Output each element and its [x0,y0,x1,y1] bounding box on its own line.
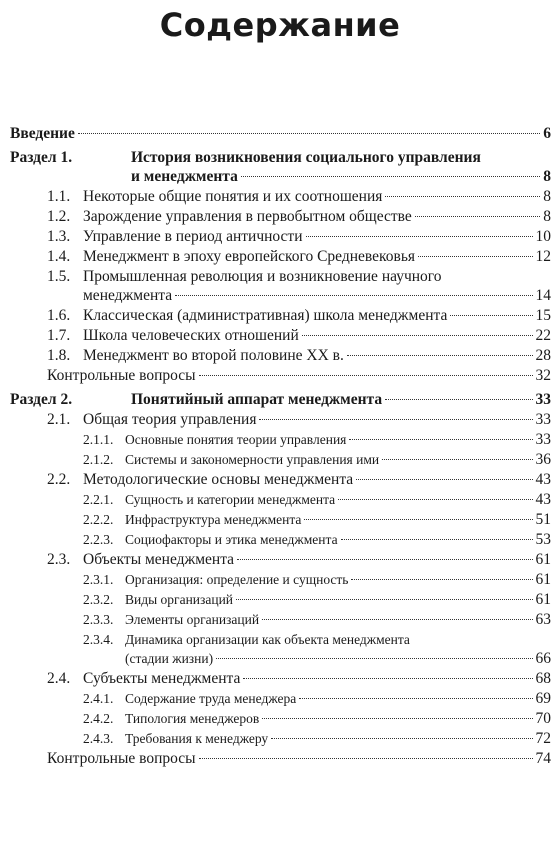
toc-entry-title: Зарождение управления в первобытном обществе [83,208,412,225]
toc-entry-line [131,167,551,186]
toc-entry-title: Сущность и категории менеджмента [125,492,336,507]
toc-entry-page: 8 [543,188,551,205]
toc-entry-page: 15 [535,307,551,324]
toc-entry-title-continued: менеджмента [83,287,173,304]
toc-entry-line [125,430,551,449]
toc-entry-number: 2.2.3. [83,532,114,547]
toc-entry-page: 51 [535,511,551,528]
toc-entry-line [83,227,551,246]
toc-entry-title: Менеджмент в эпоху европейского Средневековья [83,248,416,265]
toc-entry-number: 2.4.3. [83,731,114,746]
toc-entry[interactable] [0,550,560,570]
toc-entry[interactable] [0,490,560,510]
toc-entry-page: 61 [535,571,551,588]
toc-entry-number: 2.3.4. [83,632,114,647]
dot-leader [271,738,532,739]
toc-entry-page: 33 [535,411,551,428]
toc-entry[interactable] [0,207,560,227]
toc-entry-title: Требования к менеджеру [125,731,269,746]
dot-leader [199,758,533,759]
dot-leader [241,176,540,177]
toc-entry-number: 1.8. [47,347,71,364]
toc-entry[interactable] [0,124,560,144]
toc-entry-title: Понятийный аппарат менеджмента [131,391,383,408]
toc-entry-number: 2.4.2. [83,711,114,726]
toc-entry[interactable] [0,729,560,749]
toc-entry-line [83,247,551,266]
toc-entry-page: 22 [535,327,551,344]
dot-leader [302,335,533,336]
toc-entry[interactable] [0,148,560,187]
dot-leader [237,559,532,560]
toc-entry[interactable] [0,410,560,430]
toc-entry-page: 33 [535,391,551,408]
toc-entry-title: Контрольные вопросы [47,750,196,767]
toc-entry-number: 2.3.2. [83,592,114,607]
toc-entry-number: 2.4. [47,670,71,687]
toc-entry[interactable] [0,326,560,346]
toc-entry-title: Виды организаций [125,592,234,607]
toc-entry[interactable] [0,709,560,729]
dot-leader [175,295,532,296]
toc-entry-line [125,450,551,469]
toc-entry-number: Раздел 1. [10,149,73,166]
toc-entry-line [83,550,551,569]
toc-entry-title: История возникновения социального управления [131,149,481,166]
toc-entry-title: Системы и закономерности управления ими [125,452,380,467]
toc-entry-page: 72 [535,730,551,747]
toc-entry-line [125,729,551,748]
dot-leader [243,678,532,679]
toc-entry-page: 33 [535,431,551,448]
toc-entry-title: Основные понятия теории управления [125,432,347,447]
dot-leader [78,133,540,134]
toc-entry-line [125,610,551,629]
toc-entry-line [125,570,551,589]
dot-leader [299,698,532,699]
toc-entry[interactable] [0,689,560,709]
toc-entry-number: 2.2.2. [83,512,114,527]
toc-entry[interactable] [0,247,560,267]
toc-entry-number: 2.4.1. [83,691,114,706]
toc-entry[interactable] [0,187,560,207]
dot-leader [341,539,533,540]
toc-entry-page: 63 [535,611,551,628]
toc-entry-title: Общая теория управления [83,411,257,428]
toc-entry[interactable] [0,749,560,769]
dot-leader [385,399,532,400]
toc-entry-title: Социофакторы и этика менеджмента [125,532,338,547]
toc-entry-number: 1.5. [47,268,71,285]
dot-leader [356,479,532,480]
toc-entry-line [83,410,551,429]
toc-entry-line [125,709,551,728]
toc-entry-line [83,326,551,345]
dot-leader [450,315,532,316]
dot-leader [216,658,532,659]
toc-entry[interactable] [0,390,560,410]
dot-leader [385,196,540,197]
toc-entry-page: 36 [535,451,551,468]
toc-entry[interactable] [0,267,560,306]
toc-entry-title: Методологические основы менеджмента [83,471,354,488]
toc-entry[interactable] [0,510,560,530]
toc-entry-title: Введение [10,125,75,142]
toc-entry[interactable] [0,227,560,247]
toc-entry-line [125,590,551,609]
toc-entry-title-continued: (стадии жизни) [125,651,214,666]
toc-entry-page: 74 [535,750,551,767]
toc-entry-page: 28 [535,347,551,364]
toc-entry-line [83,470,551,489]
dot-leader [382,459,532,460]
page-title: Содержание [159,6,401,44]
toc-entry-title: Классическая (административная) школа менеджмента [83,307,448,324]
toc-entry-title: Субъекты менеджмента [83,670,241,687]
toc-entry-number: 2.1. [47,411,71,428]
dot-leader [347,355,533,356]
dot-leader [262,619,532,620]
toc-entry[interactable] [0,570,560,590]
toc-entry-number: 1.7. [47,327,71,344]
toc-entry-page: 69 [535,690,551,707]
toc-entry-number: 1.3. [47,228,71,245]
toc-entry-line [125,510,551,529]
toc-entry-title: Инфраструктура менеджмента [125,512,302,527]
toc-entry-page: 10 [535,228,551,245]
toc-entry[interactable] [0,430,560,450]
toc-entry-title: Организация: определение и сущность [125,572,349,587]
toc-entry[interactable] [0,346,560,366]
toc-entry-line [125,649,551,668]
toc-entry-line [83,286,551,305]
toc-entry-title: Менеджмент во второй половине XX в. [83,347,344,364]
toc-entry-line [125,530,551,549]
toc-entry[interactable] [0,630,560,669]
dot-leader [338,499,532,500]
toc-entry-page: 8 [543,168,551,185]
toc-entry-title: Некоторые общие понятия и их соотношения [83,188,383,205]
toc-entry-line [47,749,551,768]
toc-entry[interactable] [0,366,560,386]
toc-entry-page: 70 [535,710,551,727]
toc-entry-title: Элементы организаций [125,612,260,627]
toc-entry-line [83,346,551,365]
toc-entry-page: 6 [543,125,551,142]
toc-entry-number: 2.3.3. [83,612,114,627]
toc-entry-page: 66 [535,650,551,667]
toc-entry-line [10,124,551,143]
toc-entry-page: 61 [535,591,551,608]
toc-entry-number: 1.2. [47,208,71,225]
toc-entry-title: Динамика организации как объекта менеджмента [125,632,410,647]
toc-entry-title-continued: и менеджмента [131,168,238,185]
toc-entry-line [125,490,551,509]
dot-leader [236,599,532,600]
toc-entry[interactable] [0,590,560,610]
dot-leader [351,579,532,580]
toc-entry-number: Раздел 2. [10,391,73,408]
toc-entry-title: Содержание труда менеджера [125,691,297,706]
toc-entry-line [125,689,551,708]
table-of-contents [0,124,560,769]
toc-entry-number: 2.2. [47,471,71,488]
toc-entry-title: Контрольные вопросы [47,367,196,384]
dot-leader [262,718,532,719]
dot-leader [259,419,532,420]
toc-entry-line [131,390,551,409]
toc-entry-title: Типология менеджеров [125,711,260,726]
dot-leader [199,375,533,376]
toc-entry[interactable] [0,306,560,326]
toc-entry-number: 2.1.1. [83,432,114,447]
toc-entry-line [83,187,551,206]
toc-entry-line [83,207,551,226]
dot-leader [418,256,532,257]
toc-entry-number: 1.4. [47,248,71,265]
toc-entry-title: Объекты менеджмента [83,551,235,568]
toc-entry-page: 8 [543,208,551,225]
toc-entry-title: Промышленная революция и возникновение научного [83,268,442,285]
toc-entry[interactable] [0,669,560,689]
dot-leader [306,236,533,237]
dot-leader [304,519,532,520]
toc-entry-title: Управление в период античности [83,228,303,245]
toc-entry-number: 2.3. [47,551,71,568]
toc-entry-line [83,669,551,688]
toc-entry-title: Школа человеческих отношений [83,327,299,344]
toc-entry-page: 43 [535,491,551,508]
toc-entry[interactable] [0,450,560,470]
toc-entry[interactable] [0,530,560,550]
toc-entry-page: 53 [535,531,551,548]
toc-entry[interactable] [0,610,560,630]
toc-entry-number: 2.2.1. [83,492,114,507]
toc-entry-page: 14 [535,287,551,304]
toc-entry-page: 61 [535,551,551,568]
toc-entry-line [47,366,551,385]
toc-entry-number: 2.1.2. [83,452,114,467]
toc-entry-number: 1.1. [47,188,71,205]
toc-entry[interactable] [0,470,560,490]
toc-entry-page: 12 [535,248,551,265]
dot-leader [349,439,532,440]
toc-entry-line [83,306,551,325]
toc-entry-number: 2.3.1. [83,572,114,587]
dot-leader [415,216,540,217]
toc-entry-number: 1.6. [47,307,71,324]
toc-entry-page: 68 [535,670,551,687]
toc-entry-page: 43 [535,471,551,488]
toc-entry-page: 32 [535,367,551,384]
